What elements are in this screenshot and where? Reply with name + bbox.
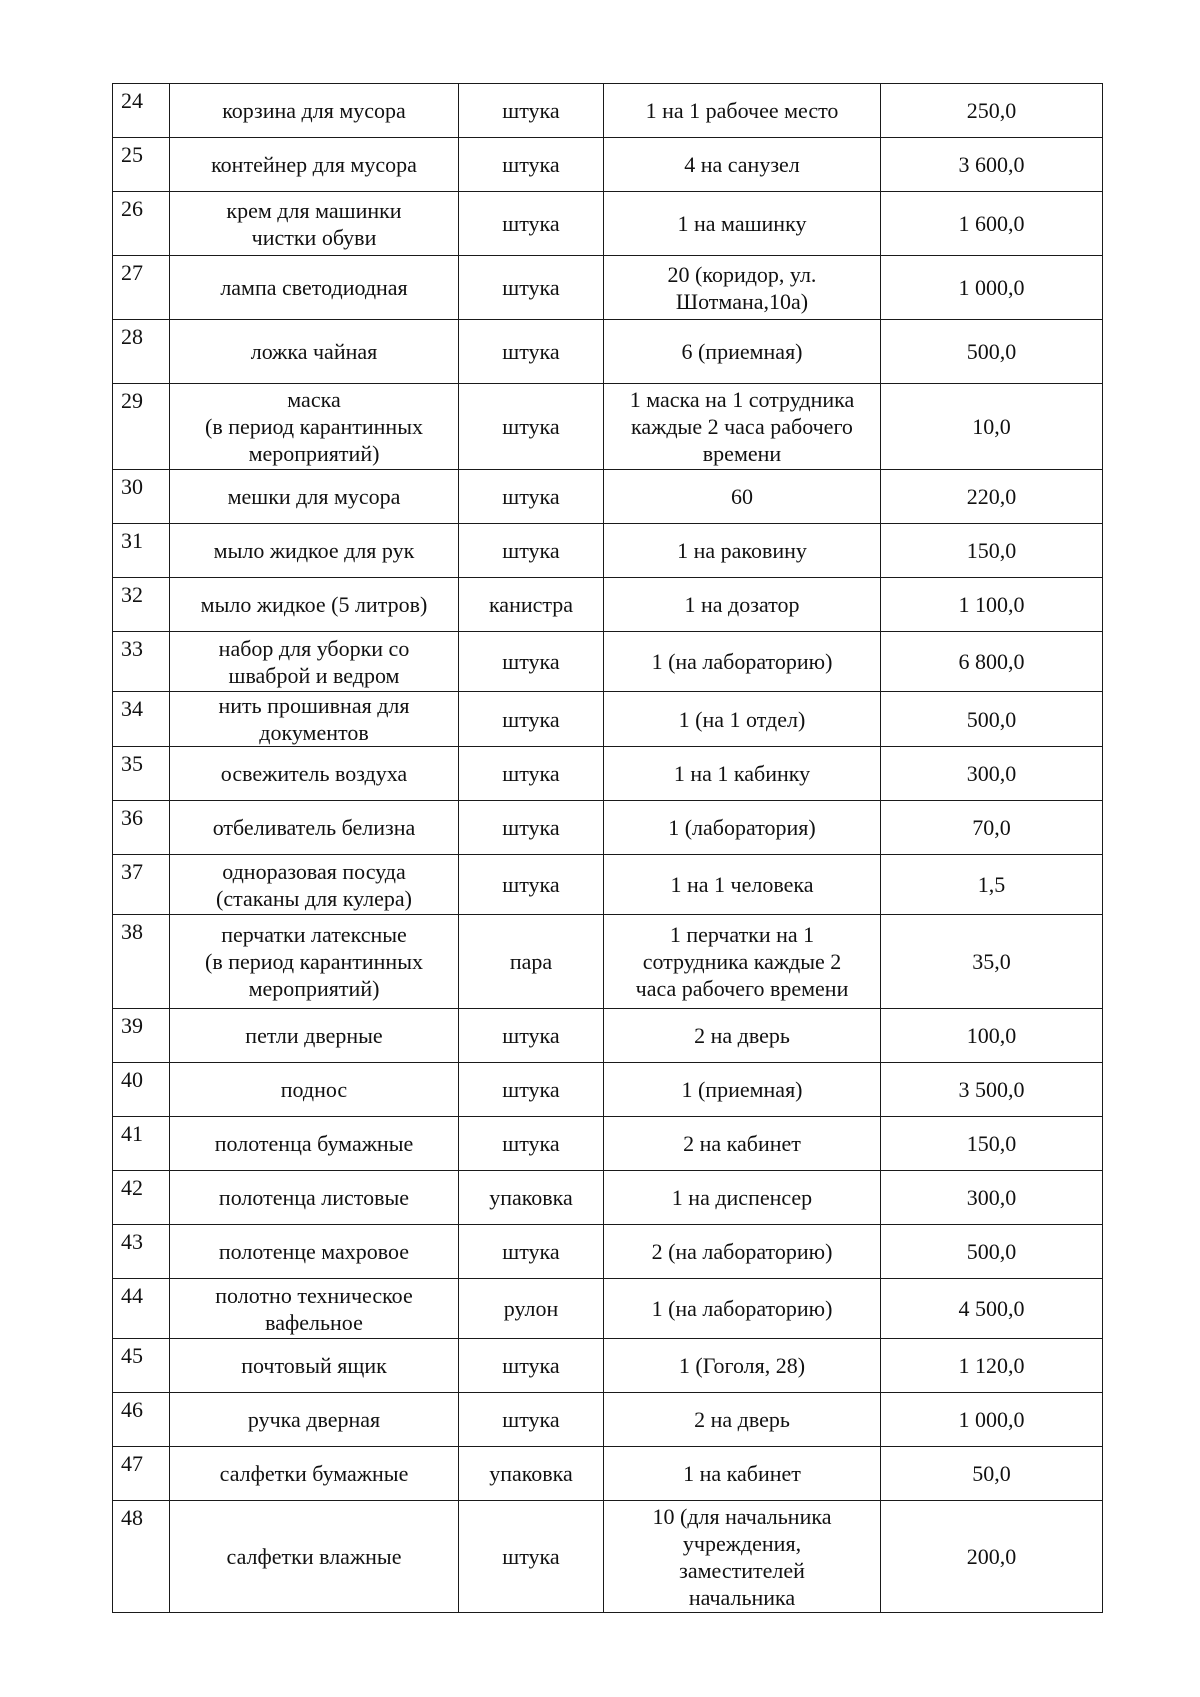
norm-cell xyxy=(604,632,881,692)
item-name-cell xyxy=(170,915,459,1009)
norm-line: 4 на санузел xyxy=(684,152,800,177)
row-number-cell xyxy=(113,1279,170,1339)
norm-cell xyxy=(604,801,881,855)
item-name-cell xyxy=(170,578,459,632)
item-name-line: маска xyxy=(287,387,341,412)
price-cell xyxy=(881,1393,1103,1447)
item-name-line: отбеливатель белизна xyxy=(212,815,416,840)
item-name-line: мешки для мусора xyxy=(227,484,401,509)
price: 35,0 xyxy=(972,949,1011,974)
norm-line: 1 (на лабораторию) xyxy=(651,649,833,674)
unit: штука xyxy=(502,1544,560,1569)
row-number: 39 xyxy=(121,1013,143,1038)
price-cell xyxy=(881,1171,1103,1225)
norm-line: часа рабочего времени xyxy=(635,976,849,1001)
item-name-line: контейнер для мусора xyxy=(211,152,417,177)
table-row xyxy=(113,1117,1103,1171)
item-name-line: (в период карантинных xyxy=(205,414,423,439)
supplies-table xyxy=(112,83,1103,1613)
item-name-cell xyxy=(170,320,459,384)
table-row xyxy=(113,1225,1103,1279)
norm-cell xyxy=(604,84,881,138)
norm-line: 1 маска на 1 сотрудника xyxy=(629,387,855,412)
norm-cell xyxy=(604,138,881,192)
item-name-cell xyxy=(170,192,459,256)
table-row xyxy=(113,747,1103,801)
unit: штука xyxy=(502,1407,560,1432)
price: 100,0 xyxy=(966,1023,1017,1048)
norm-line: 1 на диспенсер xyxy=(671,1185,813,1210)
price-cell xyxy=(881,1063,1103,1117)
table-row xyxy=(113,1171,1103,1225)
supplies-table-body xyxy=(113,84,1103,1613)
price-cell xyxy=(881,384,1103,470)
norm-cell xyxy=(604,855,881,915)
norm-line: 2 на дверь xyxy=(694,1023,790,1048)
norm-cell xyxy=(604,1225,881,1279)
norm-line: 1 на раковину xyxy=(677,538,807,563)
row-number: 41 xyxy=(121,1121,143,1146)
price-cell xyxy=(881,138,1103,192)
item-name-cell xyxy=(170,1009,459,1063)
unit-cell xyxy=(459,1279,604,1339)
row-number: 48 xyxy=(121,1505,143,1530)
row-number-cell xyxy=(113,256,170,320)
row-number-cell xyxy=(113,1117,170,1171)
item-name-cell xyxy=(170,1501,459,1613)
price-cell xyxy=(881,632,1103,692)
unit: штука xyxy=(502,211,560,236)
item-name-line: чистки обуви xyxy=(251,224,377,250)
table-row xyxy=(113,632,1103,692)
unit: пара xyxy=(509,949,553,974)
item-name-cell xyxy=(170,84,459,138)
price: 1 100,0 xyxy=(958,592,1025,617)
price: 500,0 xyxy=(966,706,1017,732)
price-cell xyxy=(881,1225,1103,1279)
table-row xyxy=(113,320,1103,384)
norm-line: 1 на машинку xyxy=(677,211,807,236)
row-number-cell xyxy=(113,138,170,192)
norm-cell xyxy=(604,1339,881,1393)
price-cell xyxy=(881,256,1103,320)
unit: канистра xyxy=(488,592,574,617)
unit: штука xyxy=(502,152,560,177)
norm-line: времени xyxy=(702,441,782,466)
price-cell xyxy=(881,747,1103,801)
price: 1,5 xyxy=(977,872,1006,897)
row-number: 45 xyxy=(121,1343,143,1368)
price: 6 800,0 xyxy=(958,649,1025,674)
unit: штука xyxy=(502,1353,560,1378)
unit-cell xyxy=(459,692,604,747)
item-name-line: корзина для мусора xyxy=(222,98,406,123)
price-cell xyxy=(881,1447,1103,1501)
item-name-line: мыло жидкое для рук xyxy=(213,538,415,563)
price-cell xyxy=(881,578,1103,632)
norm-cell xyxy=(604,1501,881,1613)
item-name-line: мыло жидкое (5 литров) xyxy=(200,592,428,617)
row-number-cell xyxy=(113,1009,170,1063)
unit: штука xyxy=(502,815,560,840)
row-number: 30 xyxy=(121,474,143,499)
row-number: 28 xyxy=(121,324,143,349)
row-number: 32 xyxy=(121,582,143,607)
norm-cell xyxy=(604,915,881,1009)
price: 200,0 xyxy=(966,1544,1017,1569)
unit: штука xyxy=(502,1131,560,1156)
unit-cell xyxy=(459,1339,604,1393)
row-number-cell xyxy=(113,192,170,256)
norm-line: 1 на 1 кабинку xyxy=(673,761,811,786)
table-row xyxy=(113,1393,1103,1447)
item-name-cell xyxy=(170,855,459,915)
unit-cell xyxy=(459,192,604,256)
item-name-line: лампа светодиодная xyxy=(220,275,408,300)
row-number: 42 xyxy=(121,1175,143,1200)
item-name-line: перчатки латексные xyxy=(221,922,407,947)
row-number: 25 xyxy=(121,142,143,167)
table-row xyxy=(113,1447,1103,1501)
unit-cell xyxy=(459,747,604,801)
price-cell xyxy=(881,801,1103,855)
row-number: 26 xyxy=(121,196,143,221)
item-name-line: поднос xyxy=(280,1077,348,1102)
item-name-line: почтовый ящик xyxy=(241,1353,387,1378)
row-number-cell xyxy=(113,915,170,1009)
norm-cell xyxy=(604,192,881,256)
table-row xyxy=(113,384,1103,470)
item-name-cell xyxy=(170,1447,459,1501)
price-cell xyxy=(881,1279,1103,1339)
norm-line: Шотмана,10а) xyxy=(675,288,809,314)
unit-cell xyxy=(459,855,604,915)
price: 150,0 xyxy=(966,1131,1017,1156)
item-name-line: полотно техническое xyxy=(215,1282,413,1308)
row-number-cell xyxy=(113,84,170,138)
norm-cell xyxy=(604,384,881,470)
item-name-line: салфетки бумажные xyxy=(219,1461,409,1486)
unit-cell xyxy=(459,384,604,470)
row-number: 43 xyxy=(121,1229,143,1254)
unit-cell xyxy=(459,578,604,632)
price-cell xyxy=(881,1339,1103,1393)
row-number: 33 xyxy=(121,636,143,661)
item-name-line: вафельное xyxy=(265,1309,363,1335)
row-number-cell xyxy=(113,1063,170,1117)
price: 70,0 xyxy=(972,815,1011,840)
table-row xyxy=(113,256,1103,320)
norm-line: 6 (приемная) xyxy=(681,339,803,364)
price-cell xyxy=(881,692,1103,747)
norm-line: 2 на дверь xyxy=(694,1407,790,1432)
price: 300,0 xyxy=(966,1185,1017,1210)
item-name-line: крем для машинки xyxy=(226,197,402,223)
table-row xyxy=(113,855,1103,915)
norm-cell xyxy=(604,578,881,632)
row-number-cell xyxy=(113,384,170,470)
row-number-cell xyxy=(113,1339,170,1393)
row-number-cell xyxy=(113,1225,170,1279)
item-name-line: полотенца листовые xyxy=(218,1185,410,1210)
price-cell xyxy=(881,855,1103,915)
norm-cell xyxy=(604,1009,881,1063)
row-number: 44 xyxy=(121,1283,143,1308)
row-number-cell xyxy=(113,855,170,915)
row-number: 24 xyxy=(121,88,143,113)
row-number-cell xyxy=(113,524,170,578)
norm-line: начальника xyxy=(688,1584,796,1610)
unit-cell xyxy=(459,1393,604,1447)
unit: штука xyxy=(502,414,560,439)
item-name-cell xyxy=(170,632,459,692)
price: 500,0 xyxy=(966,1239,1017,1264)
price: 4 500,0 xyxy=(958,1296,1025,1321)
price: 300,0 xyxy=(966,761,1017,786)
table-row xyxy=(113,84,1103,138)
unit-cell xyxy=(459,1117,604,1171)
norm-cell xyxy=(604,1279,881,1339)
norm-line: 1 на дозатор xyxy=(684,592,800,617)
unit: штука xyxy=(502,538,560,563)
price: 50,0 xyxy=(972,1461,1011,1486)
unit: рулон xyxy=(503,1296,559,1321)
price: 1 600,0 xyxy=(958,211,1025,236)
unit-cell xyxy=(459,470,604,524)
norm-line: 1 (приемная) xyxy=(681,1077,803,1102)
norm-line: 1 (на 1 отдел) xyxy=(678,706,806,732)
row-number-cell xyxy=(113,1501,170,1613)
norm-cell xyxy=(604,1117,881,1171)
norm-cell xyxy=(604,524,881,578)
row-number-cell xyxy=(113,747,170,801)
row-number: 37 xyxy=(121,859,143,884)
row-number: 35 xyxy=(121,751,143,776)
row-number: 47 xyxy=(121,1451,143,1476)
item-name-cell xyxy=(170,801,459,855)
table-row xyxy=(113,692,1103,747)
price-cell xyxy=(881,320,1103,384)
norm-line: каждые 2 часа рабочего xyxy=(631,414,853,439)
norm-line: 10 (для начальника xyxy=(652,1503,832,1529)
item-name-line: нить прошивная для xyxy=(218,693,410,718)
unit-cell xyxy=(459,1225,604,1279)
item-name-line: документов xyxy=(259,720,369,745)
table-row xyxy=(113,1009,1103,1063)
table-row xyxy=(113,1501,1103,1613)
norm-line: 2 (на лабораторию) xyxy=(651,1239,833,1264)
row-number: 34 xyxy=(121,696,143,721)
unit-cell xyxy=(459,801,604,855)
norm-cell xyxy=(604,470,881,524)
price: 10,0 xyxy=(972,414,1011,439)
row-number: 38 xyxy=(121,919,143,944)
price: 500,0 xyxy=(966,339,1017,364)
row-number-cell xyxy=(113,320,170,384)
table-row xyxy=(113,915,1103,1009)
item-name-cell xyxy=(170,1339,459,1393)
price-cell xyxy=(881,470,1103,524)
item-name-line: мероприятий) xyxy=(248,441,380,466)
norm-line: 1 (на лабораторию) xyxy=(651,1296,833,1321)
table-row xyxy=(113,1279,1103,1339)
item-name-cell xyxy=(170,1171,459,1225)
unit-cell xyxy=(459,320,604,384)
price: 3 600,0 xyxy=(958,152,1025,177)
price: 150,0 xyxy=(966,538,1017,563)
norm-cell xyxy=(604,1063,881,1117)
price-cell xyxy=(881,1009,1103,1063)
row-number-cell xyxy=(113,578,170,632)
item-name-cell xyxy=(170,138,459,192)
row-number: 40 xyxy=(121,1067,143,1092)
price-cell xyxy=(881,84,1103,138)
item-name-cell xyxy=(170,1063,459,1117)
unit: штука xyxy=(502,761,560,786)
norm-line: 1 на кабинет xyxy=(683,1461,801,1486)
row-number: 27 xyxy=(121,260,143,285)
table-row xyxy=(113,578,1103,632)
item-name-line: ложка чайная xyxy=(250,339,378,364)
norm-cell xyxy=(604,320,881,384)
norm-cell xyxy=(604,747,881,801)
unit: штука xyxy=(502,98,560,123)
unit: штука xyxy=(502,649,560,674)
unit: штука xyxy=(502,1023,560,1048)
price: 3 500,0 xyxy=(958,1077,1025,1102)
norm-line: 1 на 1 рабочее место xyxy=(645,98,839,123)
price-cell xyxy=(881,524,1103,578)
unit-cell xyxy=(459,84,604,138)
price: 1 000,0 xyxy=(958,1407,1025,1432)
norm-cell xyxy=(604,256,881,320)
item-name-line: шваброй и ведром xyxy=(228,662,400,688)
unit: штука xyxy=(502,339,560,364)
table-row xyxy=(113,138,1103,192)
table-row xyxy=(113,524,1103,578)
item-name-cell xyxy=(170,1279,459,1339)
table-row xyxy=(113,1339,1103,1393)
row-number: 31 xyxy=(121,528,143,553)
norm-line: сотрудника каждые 2 xyxy=(642,949,842,974)
unit: штука xyxy=(502,275,560,300)
item-name-line: полотенце махровое xyxy=(218,1239,410,1264)
unit: штука xyxy=(502,484,560,509)
unit: штука xyxy=(502,872,560,897)
row-number-cell xyxy=(113,692,170,747)
norm-line: 1 на 1 человека xyxy=(670,872,814,897)
item-name-line: (стаканы для кулера) xyxy=(216,885,412,911)
item-name-line: одноразовая посуда xyxy=(222,858,406,884)
norm-line: 1 (лаборатория) xyxy=(668,815,816,840)
unit-cell xyxy=(459,256,604,320)
item-name-cell xyxy=(170,1225,459,1279)
unit: штука xyxy=(502,1239,560,1264)
item-name-line: полотенца бумажные xyxy=(214,1131,414,1156)
norm-line: заместителей xyxy=(679,1557,805,1583)
norm-line: 60 xyxy=(731,484,753,509)
item-name-cell xyxy=(170,1117,459,1171)
price-cell xyxy=(881,192,1103,256)
norm-cell xyxy=(604,692,881,747)
price: 1 000,0 xyxy=(958,275,1025,300)
table-row xyxy=(113,801,1103,855)
price: 1 120,0 xyxy=(958,1353,1025,1378)
item-name-line: набор для уборки со xyxy=(218,635,410,661)
price-cell xyxy=(881,915,1103,1009)
table-row xyxy=(113,1063,1103,1117)
item-name-line: мероприятий) xyxy=(248,976,380,1001)
item-name-cell xyxy=(170,747,459,801)
unit-cell xyxy=(459,1009,604,1063)
unit: упаковка xyxy=(489,1185,573,1210)
item-name-line: петли дверные xyxy=(245,1023,383,1048)
norm-cell xyxy=(604,1171,881,1225)
item-name-cell xyxy=(170,692,459,747)
row-number-cell xyxy=(113,470,170,524)
unit-cell xyxy=(459,138,604,192)
row-number-cell xyxy=(113,801,170,855)
unit-cell xyxy=(459,1063,604,1117)
item-name-cell xyxy=(170,524,459,578)
unit-cell xyxy=(459,1171,604,1225)
row-number: 36 xyxy=(121,805,143,830)
norm-line: 1 (Гоголя, 28) xyxy=(678,1353,806,1378)
unit-cell xyxy=(459,915,604,1009)
norm-line: 2 на кабинет xyxy=(683,1131,801,1156)
norm-line: учреждения, xyxy=(682,1530,802,1556)
item-name-line: (в период карантинных xyxy=(205,949,423,974)
norm-cell xyxy=(604,1447,881,1501)
norm-cell xyxy=(604,1393,881,1447)
price: 250,0 xyxy=(966,98,1017,123)
item-name-line: освежитель воздуха xyxy=(220,761,408,786)
norm-line: 1 перчатки на 1 xyxy=(669,922,815,947)
price-cell xyxy=(881,1117,1103,1171)
table-row xyxy=(113,192,1103,256)
item-name-line: салфетки влажные xyxy=(226,1544,402,1569)
item-name-cell xyxy=(170,256,459,320)
unit-cell xyxy=(459,524,604,578)
unit-cell xyxy=(459,632,604,692)
unit-cell xyxy=(459,1501,604,1613)
row-number-cell xyxy=(113,1447,170,1501)
price: 220,0 xyxy=(966,484,1017,509)
item-name-cell xyxy=(170,1393,459,1447)
price-cell xyxy=(881,1501,1103,1613)
item-name-cell xyxy=(170,470,459,524)
unit: упаковка xyxy=(489,1461,573,1486)
unit: штука xyxy=(502,1077,560,1102)
unit: штука xyxy=(502,706,560,732)
row-number-cell xyxy=(113,632,170,692)
table-row xyxy=(113,470,1103,524)
row-number-cell xyxy=(113,1171,170,1225)
row-number-cell xyxy=(113,1393,170,1447)
row-number: 46 xyxy=(121,1397,143,1422)
row-number: 29 xyxy=(121,388,143,413)
item-name-cell xyxy=(170,384,459,470)
norm-line: 20 (коридор, ул. xyxy=(667,261,817,287)
unit-cell xyxy=(459,1447,604,1501)
item-name-line: ручка дверная xyxy=(247,1407,381,1432)
